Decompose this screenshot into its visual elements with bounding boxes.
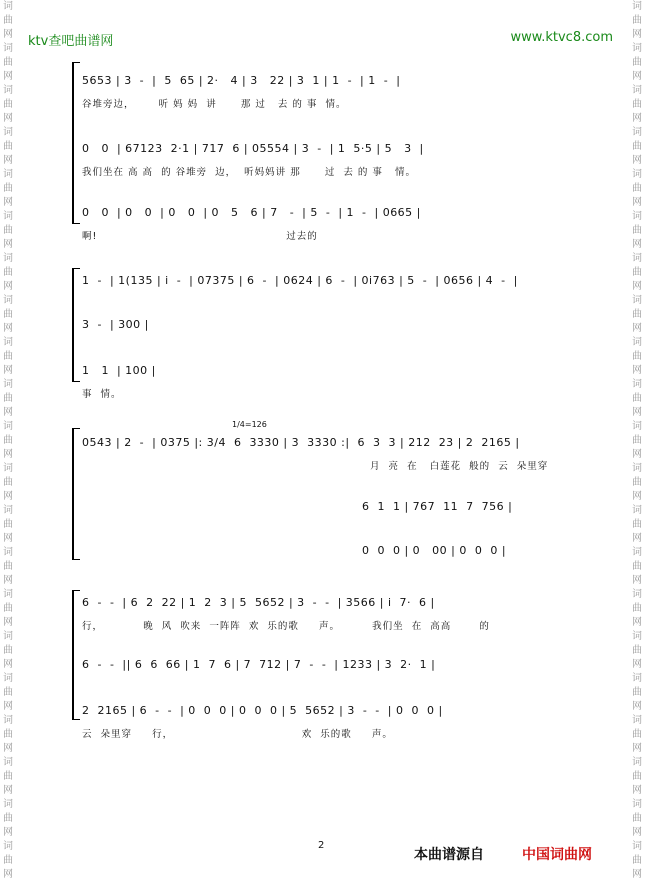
side-watermark-char: 曲: [3, 15, 13, 26]
side-watermark-char: 曲: [3, 393, 13, 404]
side-watermark-char: 网: [632, 617, 642, 628]
lyric-row: 事 情。: [82, 389, 122, 400]
lyric-row: 云 朵里穿 行， 欢 乐的歌 声。: [82, 729, 393, 740]
side-watermark-char: 网: [632, 575, 642, 586]
source-label: 本曲谱源自: [414, 847, 484, 863]
side-watermark-char: 网: [632, 449, 642, 460]
side-watermark-char: 曲: [3, 519, 13, 530]
side-watermark-char: 曲: [3, 183, 13, 194]
side-watermark-char: 词: [3, 43, 13, 54]
side-watermark-char: 网: [632, 29, 642, 40]
side-watermark-char: 词: [3, 295, 13, 306]
side-watermark-char: 词: [3, 85, 13, 96]
side-watermark-char: 词: [632, 127, 642, 138]
side-watermark-char: 词: [3, 589, 13, 600]
side-watermark-char: 词: [632, 337, 642, 348]
side-watermark-char: 网: [632, 743, 642, 754]
side-watermark-char: 曲: [3, 351, 13, 362]
side-watermark-char: 词: [632, 547, 642, 558]
side-watermark-char: 词: [632, 1, 642, 12]
notation-row: 1 - | 1(135 | i - | 07375 | 6 - | 0624 | 6 - | 0i763 | 5 - | 0656 | 4 - |: [82, 274, 518, 287]
side-watermark-char: 网: [3, 71, 13, 82]
side-watermark-char: 网: [3, 869, 13, 880]
side-watermark-char: 曲: [3, 603, 13, 614]
side-watermark-char: 网: [3, 155, 13, 166]
side-watermark-char: 词: [3, 715, 13, 726]
page-number: 2: [318, 840, 325, 851]
side-watermark-char: 网: [632, 197, 642, 208]
side-watermark-char: 曲: [632, 15, 642, 26]
side-watermark-char: 词: [3, 631, 13, 642]
side-watermark-char: 词: [632, 43, 642, 54]
side-watermark-char: 词: [632, 85, 642, 96]
side-watermark-char: 曲: [632, 519, 642, 530]
lyric-row: 谷堆旁边， 听 妈 妈 讲 那 过 去 的 事 情。: [82, 99, 347, 110]
side-watermark-char: 词: [632, 505, 642, 516]
side-watermark-char: 网: [3, 323, 13, 334]
notation-row: 0 0 0 | 0 00 | 0 0 0 |: [362, 544, 507, 557]
side-watermark-char: 曲: [3, 141, 13, 152]
side-watermark-char: 网: [632, 491, 642, 502]
side-watermark-char: 曲: [3, 729, 13, 740]
side-watermark-char: 词: [3, 337, 13, 348]
side-watermark-char: 词: [632, 757, 642, 768]
side-watermark-char: 词: [632, 211, 642, 222]
side-watermark-char: 词: [3, 211, 13, 222]
side-watermark-char: 网: [632, 281, 642, 292]
side-watermark-char: 网: [632, 869, 642, 880]
side-watermark-char: 词: [632, 295, 642, 306]
side-watermark-char: 网: [3, 827, 13, 838]
side-watermark-char: 词: [3, 253, 13, 264]
system-brace: [72, 268, 80, 382]
side-watermark-char: 曲: [632, 225, 642, 236]
side-watermark-char: 词: [3, 505, 13, 516]
side-watermark-char: 曲: [632, 183, 642, 194]
side-watermark-char: 词: [3, 547, 13, 558]
side-watermark-char: 网: [632, 827, 642, 838]
side-watermark-char: 网: [3, 281, 13, 292]
side-watermark-char: 曲: [3, 645, 13, 656]
side-watermark-char: 曲: [3, 561, 13, 572]
tempo-marking: 1/4=126: [232, 420, 267, 429]
side-watermark-char: 词: [632, 253, 642, 264]
side-watermark-char: 词: [632, 841, 642, 852]
side-watermark-char: 词: [3, 169, 13, 180]
side-watermark-char: 词: [632, 673, 642, 684]
side-watermark-char: 网: [3, 533, 13, 544]
side-watermark-char: 曲: [632, 771, 642, 782]
side-watermark-char: 网: [632, 323, 642, 334]
side-watermark-char: 曲: [632, 309, 642, 320]
notation-row: 6 - - || 6 6 66 | 1 7 6 | 7 712 | 7 - - | 1233 | 3 2· 1 |: [82, 658, 436, 671]
side-watermark-char: 曲: [632, 477, 642, 488]
side-watermark-char: 词: [3, 799, 13, 810]
side-watermark-char: 曲: [3, 855, 13, 866]
side-watermark-char: 曲: [3, 687, 13, 698]
notation-row: 3 - | 300 |: [82, 318, 149, 331]
side-watermark-char: 曲: [3, 225, 13, 236]
side-watermark-char: 曲: [632, 603, 642, 614]
side-watermark-char: 网: [632, 365, 642, 376]
side-watermark-char: 词: [632, 799, 642, 810]
side-watermark-char: 曲: [3, 57, 13, 68]
notation-row: 0 0 | 67123 2·1 | 717 6 | 05554 | 3 - | 1 5·5 | 5 3 |: [82, 142, 424, 155]
side-watermark-char: 网: [3, 491, 13, 502]
notation-row: 6 - - | 6 2 22 | 1 2 3 | 5 5652 | 3 - - | 3566 | i 7· 6 |: [82, 596, 435, 609]
side-watermark-char: 网: [3, 365, 13, 376]
side-watermark-char: 曲: [632, 729, 642, 740]
side-watermark-char: 曲: [3, 771, 13, 782]
side-watermark-char: 网: [3, 407, 13, 418]
side-watermark-char: 网: [632, 701, 642, 712]
side-watermark-char: 曲: [632, 393, 642, 404]
side-watermark-char: 网: [632, 71, 642, 82]
side-watermark-char: 曲: [632, 687, 642, 698]
side-watermark-char: 曲: [632, 561, 642, 572]
side-watermark-char: 词: [632, 631, 642, 642]
side-watermark-char: 词: [3, 757, 13, 768]
notation-row: 0543 | 2 - | 0375 |: 3/4 6 3330 | 3 3330 :| 6 3 3 | 212 23 | 2 2165 |: [82, 436, 520, 449]
system-brace: [72, 62, 80, 224]
side-watermark-char: 网: [632, 659, 642, 670]
system-brace: [72, 590, 80, 720]
side-watermark-char: 词: [632, 421, 642, 432]
side-watermark-char: 网: [632, 113, 642, 124]
side-watermark-char: 曲: [3, 99, 13, 110]
side-watermark-char: 网: [632, 785, 642, 796]
side-watermark-char: 网: [3, 197, 13, 208]
side-watermark-char: 曲: [3, 435, 13, 446]
side-watermark-char: 词: [632, 463, 642, 474]
notation-row: 5653 | 3 - | 5 65 | 2· 4 | 3 22 | 3 1 | 1 - | 1 - |: [82, 74, 401, 87]
side-watermark-char: 网: [3, 659, 13, 670]
side-watermark-char: 曲: [3, 309, 13, 320]
side-watermark-char: 曲: [632, 141, 642, 152]
side-watermark-char: 网: [3, 617, 13, 628]
side-watermark-char: 曲: [632, 351, 642, 362]
side-watermark-char: 曲: [3, 813, 13, 824]
side-watermark-char: 曲: [632, 99, 642, 110]
lyric-row: 啊! 过去的: [82, 231, 318, 242]
site-watermark-right[interactable]: www.ktvc8.com: [510, 30, 613, 45]
side-watermark-char: 网: [3, 29, 13, 40]
side-watermark-char: 词: [3, 1, 13, 12]
side-watermark-char: 词: [632, 379, 642, 390]
side-watermark-char: 网: [3, 575, 13, 586]
side-watermark-char: 网: [3, 239, 13, 250]
side-watermark-char: 曲: [632, 645, 642, 656]
side-watermark-char: 曲: [632, 855, 642, 866]
notation-row: 2 2165 | 6 - - | 0 0 0 | 0 0 0 | 5 5652 | 3 - - | 0 0 0 |: [82, 704, 443, 717]
left-side-watermark: [1, 0, 15, 882]
side-watermark-char: 网: [3, 113, 13, 124]
side-watermark-char: 曲: [632, 813, 642, 824]
side-watermark-char: 词: [3, 421, 13, 432]
notation-row: 6 1 1 | 767 11 7 756 |: [362, 500, 513, 513]
side-watermark-char: 曲: [3, 477, 13, 488]
side-watermark-char: 网: [3, 785, 13, 796]
side-watermark-char: 曲: [3, 267, 13, 278]
side-watermark-char: 曲: [632, 435, 642, 446]
side-watermark-char: 曲: [632, 57, 642, 68]
score-system-1: [72, 62, 572, 242]
side-watermark-char: 网: [3, 449, 13, 460]
side-watermark-char: 网: [632, 155, 642, 166]
side-watermark-char: 词: [632, 589, 642, 600]
side-watermark-char: 词: [3, 379, 13, 390]
system-brace: [72, 428, 80, 560]
notation-row: 0 0 | 0 0 | 0 0 | 0 5 6 | 7 - | 5 - | 1 - | 0665 |: [82, 206, 421, 219]
side-watermark-char: 词: [3, 463, 13, 474]
side-watermark-char: 词: [3, 841, 13, 852]
right-side-watermark: [630, 0, 644, 882]
side-watermark-char: 曲: [632, 267, 642, 278]
score-system-3: [72, 420, 572, 558]
side-watermark-char: 网: [3, 743, 13, 754]
notation-row: 1 1 | 100 |: [82, 364, 156, 377]
score-system-4: [72, 590, 572, 740]
lyric-row: 我们坐在 高 高 的 谷堆旁 边， 听妈妈讲 那 过 去 的 事 情。: [82, 167, 416, 178]
side-watermark-char: 词: [632, 169, 642, 180]
side-watermark-char: 网: [632, 533, 642, 544]
side-watermark-char: 网: [632, 239, 642, 250]
side-watermark-char: 网: [3, 701, 13, 712]
side-watermark-char: 词: [3, 673, 13, 684]
side-watermark-char: 网: [632, 407, 642, 418]
brand-name[interactable]: 中国词曲网: [522, 847, 592, 863]
lyric-row: 行， 晚 风 吹来 一阵阵 欢 乐的歌 声。 我们坐 在 高高 的: [82, 621, 490, 632]
site-watermark-left[interactable]: ktv查吧曲谱网: [28, 34, 114, 49]
side-watermark-char: 词: [3, 127, 13, 138]
lyric-row: 月 亮 在 白莲花 般的 云 朵里穿: [370, 461, 549, 472]
score-system-2: [72, 268, 572, 400]
side-watermark-char: 词: [632, 715, 642, 726]
